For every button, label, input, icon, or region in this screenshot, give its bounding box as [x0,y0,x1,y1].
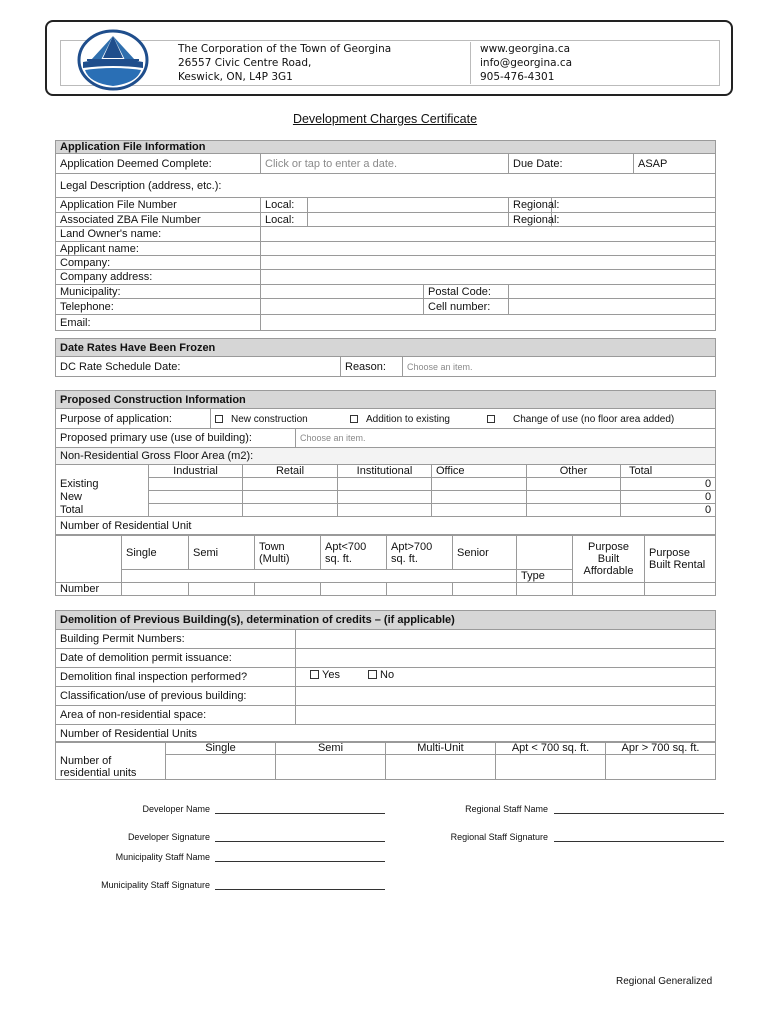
gfa-total-cell: 0 [621,478,716,491]
units-cell[interactable] [496,755,606,780]
gfa-col-institutional: Institutional [338,465,432,478]
deemed-complete-label: Application Deemed Complete: [56,154,261,174]
res-cell[interactable] [387,583,453,596]
telephone-label: Telephone: [56,299,261,315]
no-option[interactable] [368,669,394,681]
due-date-label: Due Date: [509,154,634,174]
local-file-number-field[interactable] [308,198,509,213]
res-col-single: Single [122,536,189,570]
primary-use-label: Proposed primary use (use of building): [56,429,296,448]
res-cell[interactable] [453,583,517,596]
application-file-table [55,140,716,331]
res-col-semi: Semi [189,536,255,570]
gfa-col-office: Office [432,465,527,478]
inspection-label: Demolition final inspection performed? [56,668,296,687]
section-header: Application File Information [56,141,716,154]
demolition-units-table [55,741,716,780]
gfa-cell[interactable] [527,491,621,504]
gfa-col-other: Other [527,465,621,478]
res-spacer [122,570,517,583]
classification-field[interactable] [296,687,716,706]
res-cell[interactable] [517,583,573,596]
res-col-affordable: Purpose Built Affordable [573,536,645,583]
company-address-field[interactable] [261,270,716,285]
developer-signature-line[interactable] [215,841,385,842]
reason-dropdown[interactable]: Choose an item. [403,357,716,377]
gfa-cell[interactable] [338,478,432,491]
change-of-use-option[interactable] [487,413,674,425]
classification-label: Classification/use of previous building: [56,687,296,706]
municipality-staff-name-line[interactable] [215,861,385,862]
gfa-cell[interactable] [338,504,432,517]
res-cell[interactable] [573,583,645,596]
residential-unit-table [55,535,716,596]
gfa-label: Non-Residential Gross Floor Area (m2): [56,448,716,465]
res-col-apt-small: Apt<700 sq. ft. [321,536,387,570]
telephone-field[interactable] [261,299,424,315]
gfa-cell[interactable] [432,478,527,491]
land-owner-field[interactable] [261,227,716,242]
town-contact [480,42,572,84]
municipality-staff-signature-line[interactable] [215,889,385,890]
permit-numbers-field[interactable] [296,630,716,649]
regional-staff-name-label: Regional Staff Name [465,804,548,814]
checkbox-icon[interactable] [368,670,377,679]
gfa-col-industrial: Industrial [149,465,243,478]
address-line: 26557 Civic Centre Road, [178,57,312,69]
municipality-staff-signature-label: Municipality Staff Signature [101,880,210,890]
checkbox-icon[interactable] [350,415,358,423]
option-label: Change of use (no floor area added) [513,413,675,425]
phone-number: 905-476-4301 [480,71,555,83]
regional-staff-signature-line[interactable] [554,841,724,842]
addition-option[interactable] [350,413,487,425]
town-address [178,42,391,84]
gfa-cell[interactable] [243,478,338,491]
applicant-label: Applicant name: [56,242,261,256]
municipality-field[interactable] [261,285,424,299]
page-title: Development Charges Certificate [292,112,478,126]
gfa-table [55,447,716,535]
gfa-cell[interactable] [149,478,243,491]
header-divider [470,42,471,84]
gfa-cell[interactable] [432,491,527,504]
purpose-options [211,409,716,429]
units-cell[interactable] [386,755,496,780]
res-cell[interactable] [321,583,387,596]
res-corner [56,570,122,583]
units-col-semi: Semi [276,742,386,755]
local-label: Local: [261,198,308,213]
inspection-options [296,668,716,687]
res-cell[interactable] [645,583,716,596]
units-cell[interactable] [276,755,386,780]
address-line: Keswick, ON, L4P 3G1 [178,71,293,83]
section-header: Demolition of Previous Building(s), determination of credits – (if applicable) [56,611,716,630]
permit-date-label: Date of demolition permit issuance: [56,649,296,668]
gfa-col-retail: Retail [243,465,338,478]
applicant-field[interactable] [261,242,716,256]
email-label: Email: [56,315,261,331]
units-corner [56,742,166,755]
option-label: New construction [231,413,308,425]
option-label: Addition to existing [366,413,450,425]
gfa-cell[interactable] [527,478,621,491]
developer-name-label: Developer Name [142,804,210,814]
postal-code-label: Postal Code: [424,285,509,299]
dc-rate-schedule-date-field[interactable]: DC Rate Schedule Date: [56,357,341,377]
developer-name-line[interactable] [215,813,385,814]
company-address-label: Company address: [56,270,261,285]
res-number-label: Number [56,583,122,596]
regional-staff-name-line[interactable] [554,813,724,814]
units-number-label: Number of residential units [56,755,166,780]
construction-table [55,390,716,448]
address-line: The Corporation of the Town of Georgina [178,43,392,55]
checkbox-icon[interactable] [215,415,223,423]
developer-signature-label: Developer Signature [127,832,210,842]
res-col-type-spacer [517,536,573,570]
email-field[interactable] [261,315,716,331]
local-label: Local: [261,213,308,227]
units-col-apt-small: Apt < 700 sq. ft. [496,742,606,755]
gfa-cell[interactable] [149,504,243,517]
rates-frozen-table [55,338,716,377]
res-cell[interactable] [255,583,321,596]
res-units-label: Number of Residential Unit [56,517,716,535]
res-cell[interactable] [122,583,189,596]
gfa-cell[interactable] [338,491,432,504]
regional-label: Regional: [509,198,552,213]
land-owner-label: Land Owner's name: [56,227,261,242]
res-col-type: Type [517,570,573,583]
legal-description-field[interactable]: Legal Description (address, etc.): [56,174,716,198]
gfa-total-cell: 0 [621,504,716,517]
permit-date-field[interactable] [296,649,716,668]
permit-numbers-label: Building Permit Numbers: [56,630,296,649]
gfa-total-cell: 0 [621,491,716,504]
gfa-corner [56,465,149,478]
res-col-senior: Senior [453,536,517,570]
gfa-cell[interactable] [243,491,338,504]
municipality-label: Municipality: [56,285,261,299]
area-label: Area of non-residential space: [56,706,296,725]
website-link[interactable]: www.georgina.ca [480,43,571,55]
units-col-apt-large: Apr > 700 sq. ft. [606,742,716,755]
gfa-cell[interactable] [527,504,621,517]
gfa-cell[interactable] [243,504,338,517]
due-date-field[interactable]: ASAP [634,154,716,174]
regional-label: Regional: [509,213,552,227]
section-header: Proposed Construction Information [56,391,716,409]
primary-use-dropdown[interactable]: Choose an item. [296,429,716,448]
cell-number-label: Cell number: [424,299,509,315]
yes-option[interactable] [310,669,368,681]
regional-staff-signature-label: Regional Staff Signature [450,832,548,842]
area-field[interactable] [296,706,716,725]
gfa-row-existing: Existing [56,478,149,491]
no-label: No [380,669,395,681]
regional-file-number-field[interactable] [552,198,716,213]
company-field[interactable] [261,256,716,270]
new-construction-option[interactable] [215,413,350,425]
units-label: Number of Residential Units [56,725,716,743]
email-link[interactable]: info@georgina.ca [480,57,573,69]
cell-number-field[interactable] [509,299,716,315]
purpose-label: Purpose of application: [56,409,211,429]
res-col-town: Town (Multi) [255,536,321,570]
res-col-apt-large: Apt>700 sq. ft. [387,536,453,570]
company-label: Company: [56,256,261,270]
units-col-multi: Multi-Unit [386,742,496,755]
res-col-rental: Purpose Built Rental [645,536,716,583]
zba-label: Associated ZBA File Number [56,213,261,227]
postal-code-field[interactable] [509,285,716,299]
deemed-complete-date-field[interactable]: Click or tap to enter a date. [261,154,509,174]
footer-label: Regional Generalized [616,976,713,987]
units-cell[interactable] [606,755,716,780]
reason-label: Reason: [341,357,403,377]
gfa-row-total: Total [56,504,149,517]
yes-label: Yes [322,669,340,681]
local-zba-field[interactable] [308,213,509,227]
section-header: Date Rates Have Been Frozen [56,339,716,357]
checkbox-icon[interactable] [487,415,495,423]
res-corner [56,536,122,570]
units-col-single: Single [166,742,276,755]
gfa-col-total: Total [621,465,716,478]
file-number-label: Application File Number [56,198,261,213]
units-cell[interactable] [166,755,276,780]
gfa-cell[interactable] [149,491,243,504]
municipality-staff-name-label: Municipality Staff Name [115,852,210,862]
demolition-table [55,610,716,743]
gfa-cell[interactable] [432,504,527,517]
gfa-row-new: New [56,491,149,504]
town-logo-icon [77,28,149,92]
res-cell[interactable] [189,583,255,596]
checkbox-icon[interactable] [310,670,319,679]
regional-zba-field[interactable] [552,213,716,227]
